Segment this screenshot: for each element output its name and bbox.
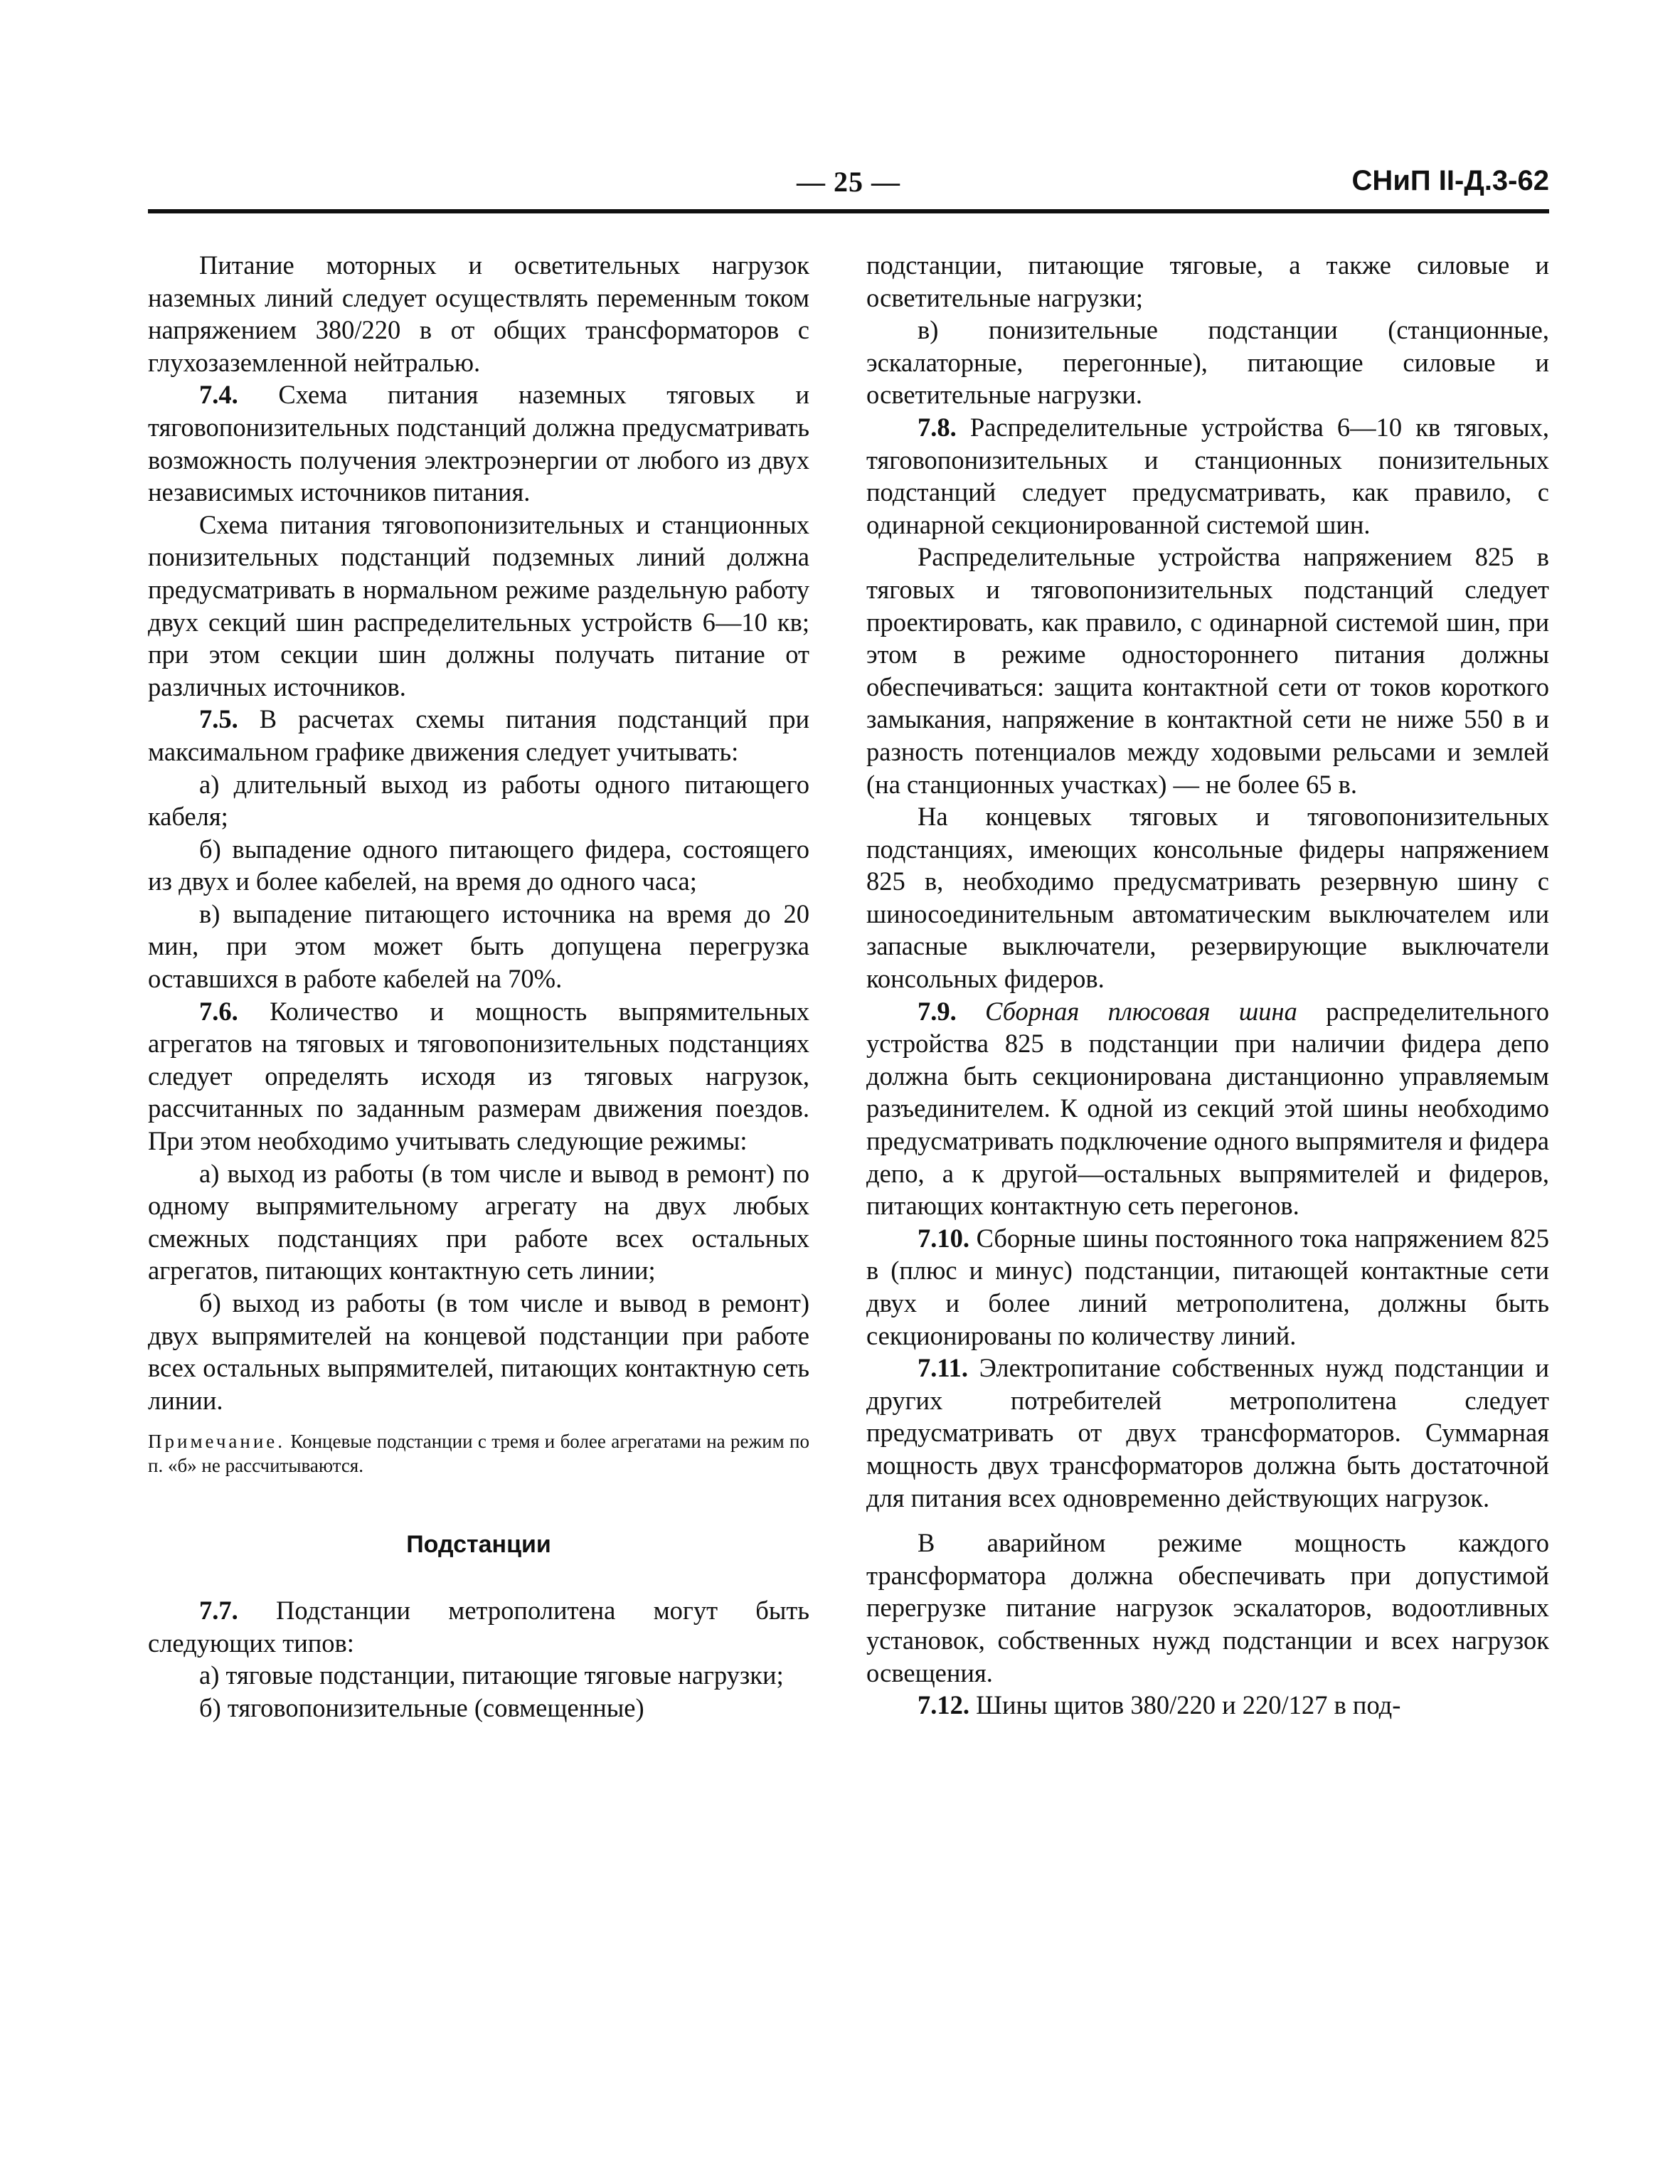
clause-text: Сборные шины постоянного тока напряжением 825 в (плюс и минус) подстанции, питающей контактные сети двух и более линий метрополитена, должны быть секционированы по количеству линий.	[866, 1223, 1549, 1350]
clause-number: 7.12.	[918, 1690, 969, 1720]
clause-number: 7.4.	[199, 380, 238, 410]
clause-7-7	[148, 1594, 809, 1659]
clause-text: Шины щитов 380/220 и 220/127 в под-	[969, 1690, 1401, 1720]
page-number: — 25 —	[797, 166, 900, 198]
clause-text: Электропитание собственных нужд подстанции и других потребителей метрополитена следует предусматривать от двух трансформаторов. Суммарная мощность двух трансформаторов должна быть достаточной для питания всех одновременно действующих нагрузок.	[866, 1353, 1549, 1512]
clause-7-8	[866, 411, 1549, 541]
clause-7-6	[148, 995, 809, 1157]
left-column	[148, 249, 809, 1724]
paragraph: Питание моторных и осветительных нагрузок наземных линий следует осуществлять переменным током напряжением 380/220 в от общих трансформаторов с глухозаземленной нейтралью.	[148, 250, 809, 377]
clause-number: 7.10.	[918, 1223, 969, 1253]
clause-text: Распределительные устройства 6—10 кв тяговых, тяговопонизительных и станционных понизительных подстанций следует предусматривать, как правило, с одинарной секционированной системой шин.	[866, 412, 1549, 539]
clause-7-12	[866, 1689, 1549, 1722]
document-code: СНиП II-Д.3-62	[1351, 165, 1549, 196]
clause-text: В расчетах схемы питания подстанций при максимальном графике движения следует учитывать:	[148, 704, 809, 766]
clause-7-4	[148, 378, 809, 508]
list-item: б) выпадение одного питающего фидера, состоящего из двух и более кабелей, на время до одного часа;	[148, 834, 809, 896]
list-item: а) тяговые подстанции, питающие тяговые нагрузки;	[199, 1660, 784, 1690]
right-column	[866, 249, 1549, 1722]
paragraph: Схема питания тяговопонизительных и станционных понизительных подстанций подземных линий должна предусматривать в нормальном режиме раздельную работу двух секций шин распределительных устройств 6—10 кв; при этом секции шин должны получать питание от различных источников.	[148, 509, 809, 701]
clause-text: распределительного устройства 825 в подстанции при наличии фидера депо должна быть секционирована дистанционно управляемым разъединителем. К одной из секций этой шины необходимо предусматривать подключение одного выпрямителя и фидера депо, а к другой—остальных выпрямителей и фидеров, питающих контактную сеть перегонов.	[866, 996, 1549, 1221]
clause-number: 7.5.	[199, 704, 238, 734]
clause-text: Подстанции метрополитена могут быть следующих типов:	[148, 1595, 809, 1658]
clause-text: Схема питания наземных тяговых и тяговопонизительных подстанций должна предусматривать возможность получения электроэнергии от любого из двух независимых источников питания.	[148, 380, 809, 507]
clause-text: Количество и мощность выпрямительных агрегатов на тяговых и тяговопонизительных подстанциях следует определять исходя из тяговых нагрузок, рассчитанных по заданным размерам движения поездов. При этом необходимо учитывать следующие режимы:	[148, 996, 809, 1156]
header-rule	[148, 209, 1549, 213]
list-item: а) выход из работы (в том числе и вывод в ремонт) по одному выпрямительному агрегату на двух любых смежных подстанциях при работе всех остальных агрегатов, питающих контактную сеть линии;	[148, 1158, 809, 1286]
paragraph: Распределительные устройства напряжением 825 в тяговых и тяговопонизительных подстанций следует проектировать, как правило, с одинарной системой шин, при этом в режиме одностороннего питания должны обеспечиваться: защита контактной сети от токов короткого замыкания, напряжение в контактной сети не ниже 550 в и разность потенциалов между ходовыми рельсами и землей (на станционных участках) — не более 65 в.	[866, 542, 1549, 799]
clause-number: 7.8.	[918, 412, 957, 442]
note-label: Примечание.	[148, 1431, 286, 1453]
note	[148, 1429, 809, 1478]
clause-7-9	[866, 995, 1549, 1222]
clause-7-5	[148, 703, 809, 768]
section-title: Подстанции	[406, 1531, 551, 1559]
note-text: Концевые подстанции с тремя и более агрегатами на режим по п. «б» не рассчитываются.	[148, 1431, 809, 1477]
page-header	[148, 165, 1549, 205]
list-item: б) тяговопонизительные (совмещенные)	[199, 1692, 644, 1722]
list-item: в) выпадение питающего источника на время до 20 мин, при этом может быть допущена перегрузка оставшихся в работе кабелей на 70%.	[148, 898, 809, 994]
paragraph-continued: подстанции, питающие тяговые, а также силовые и осветительные нагрузки;	[866, 250, 1549, 312]
clause-7-11	[866, 1352, 1549, 1514]
list-item: а) длительный выход из работы одного питающего кабеля;	[148, 769, 809, 832]
clause-number: 7.11.	[918, 1353, 968, 1383]
clause-7-10	[866, 1222, 1549, 1352]
paragraph: На концевых тяговых и тяговопонизительных подстанциях, имеющих консольные фидеры напряжением 825 в, необходимо предусматривать резервную шину с шиносоединительным автоматическим выключателем или запасные выключатели, резервирующие выключатели консольных фидеров.	[866, 802, 1549, 994]
list-item: в) понизительные подстанции (станционные, эскалаторные, перегонные), питающие силовые и осветительные нагрузки.	[866, 315, 1549, 410]
paragraph: В аварийном режиме мощность каждого трансформатора должна обеспечивать при допустимой перегрузке питание нагрузок эскалаторов, водоотливных установок, собственных нужд подстанции и всех нагрузок освещения.	[866, 1528, 1549, 1687]
clause-number: 7.7.	[199, 1595, 238, 1625]
clause-number: 7.6.	[199, 996, 238, 1026]
clause-italic-text: Сборная плюсовая шина	[956, 996, 1297, 1026]
list-item: б) выход из работы (в том числе и вывод в ремонт) двух выпрямителей на концевой подстанции при работе всех остальных выпрямителей, питающих контактную сеть линии.	[148, 1288, 809, 1415]
clause-number: 7.9.	[918, 996, 957, 1026]
